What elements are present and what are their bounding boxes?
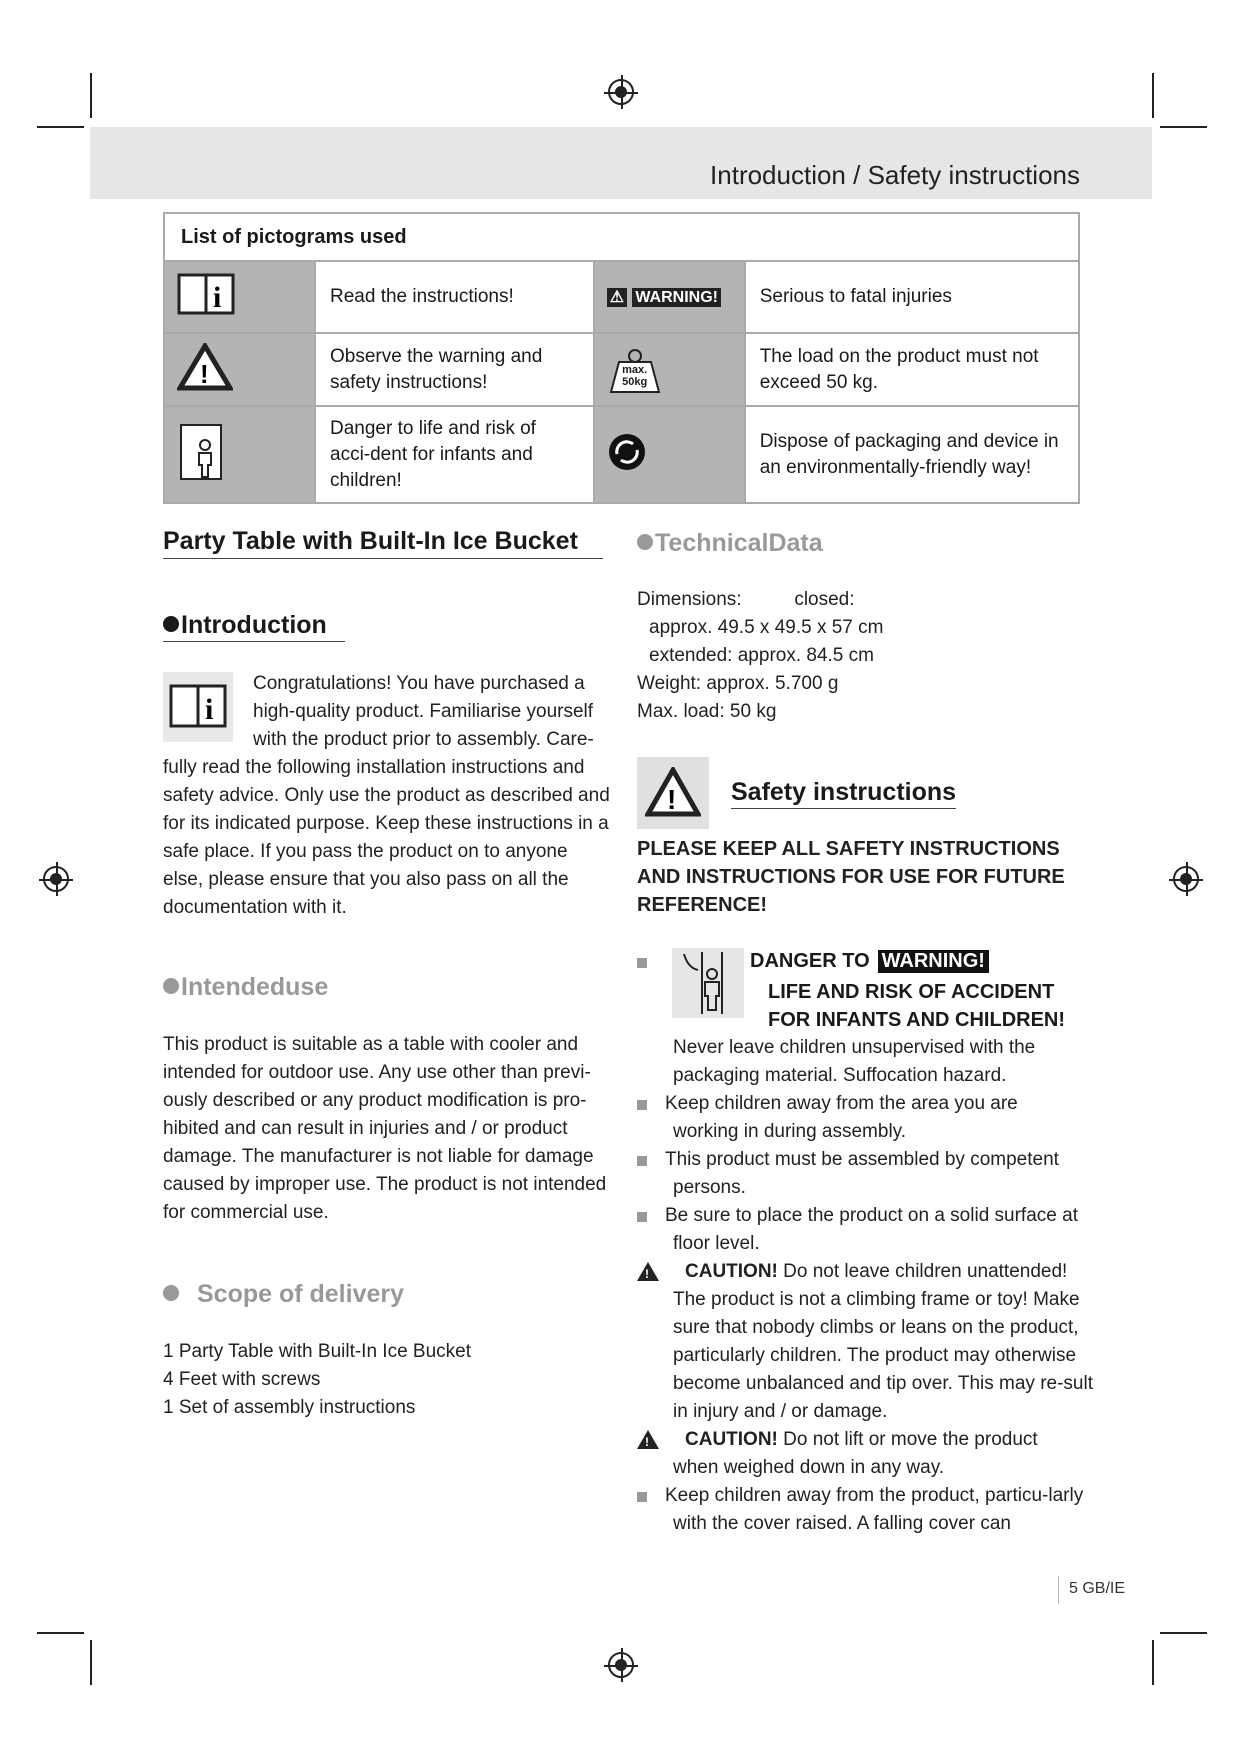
tech-line: extended: approx. 84.5 cm — [649, 645, 874, 666]
heading-text: Safety instructions — [731, 778, 956, 809]
crop-mark — [1152, 1640, 1154, 1685]
list-item: 4 Feet with screws — [163, 1369, 321, 1390]
bullet-icon — [637, 1212, 647, 1222]
danger-text-body: Never leave children unsupervised with the packaging material. Suffocation hazard. — [673, 1037, 1036, 1086]
caution-block — [673, 1258, 1103, 1426]
page-header — [90, 127, 1152, 199]
warning-triangle-icon — [164, 333, 315, 406]
pictogram-description: Dispose of packaging and device in an environmentally-friendly way! — [745, 406, 1079, 503]
pictogram-description: Serious to fatal injuries — [745, 261, 1079, 333]
tech-line: Dimensions: closed: — [637, 589, 855, 610]
safety-bullet: Keep children away from the product, particu-larly with the cover raised. A falling cover can — [665, 1485, 1084, 1534]
heading-text: Intendeduse — [181, 973, 329, 1001]
product-title — [163, 527, 603, 559]
safety-bullet: This product must be assembled by competent persons. — [665, 1149, 1059, 1198]
bullet-icon — [637, 958, 647, 968]
keep-instructions-notice: PLEASE KEEP ALL SAFETY INSTRUCTIONS AND INSTRUCTIONS FOR USE FOR FUTURE REFERENCE! — [637, 838, 1065, 916]
introduction-text-block — [163, 670, 610, 922]
introduction-heading — [163, 611, 345, 640]
svg-text:i: i — [205, 693, 214, 726]
crop-mark — [1160, 126, 1207, 128]
registration-mark-icon — [608, 79, 634, 105]
page-number: 5 GB/IE — [1069, 1580, 1126, 1597]
safety-bullet: Be sure to place the product on a solid surface at floor level. — [665, 1205, 1078, 1254]
heading-text: Introduction — [181, 611, 327, 639]
book-info-icon — [163, 672, 233, 742]
pictogram-table — [163, 212, 1080, 504]
list-item: 1 Set of assembly instructions — [163, 1397, 416, 1418]
caution-label: CAUTION! — [685, 1261, 778, 1282]
safety-bullet: Keep children away from the area you are working in during assembly. — [665, 1093, 1018, 1142]
registration-mark-icon — [608, 1652, 634, 1678]
registration-mark-icon — [1173, 866, 1199, 892]
crop-mark — [1152, 73, 1154, 118]
caution-text: Do not lift or move the product when weighed down in any way. — [673, 1429, 1038, 1478]
heading-text: Scope of delivery — [197, 1280, 405, 1308]
crop-mark — [1160, 1632, 1207, 1634]
caution-text: Do not leave children unattended! The product is not a climbing frame or toy! Make sure that nobody climbs or leans on the product, particularly children. The product may otherwise become unbalanced and tip over. This may re-sult in injury and / or damage. — [673, 1261, 1093, 1422]
page-title: Introduction / Safety instructions — [710, 160, 1080, 190]
bullet-dot-icon — [163, 1285, 179, 1301]
footer-divider — [1058, 1576, 1059, 1604]
technical-data-heading — [637, 529, 823, 558]
pictogram-description: Danger to life and risk of acci-dent for infants and children! — [315, 406, 594, 503]
caution-triangle-icon — [637, 1430, 659, 1452]
table-title: List of pictograms used — [164, 213, 1079, 261]
pictogram-description: The load on the product must not exceed 50 kg. — [745, 333, 1079, 406]
caution-label: CAUTION! — [685, 1429, 778, 1450]
pictogram-description: Read the instructions! — [315, 261, 594, 333]
safety-heading — [731, 778, 956, 807]
product-title-text: Party Table with Built-In Ice Bucket — [163, 527, 603, 559]
warning-label-icon: ⚠ WARNING! — [594, 261, 745, 333]
recycle-icon — [594, 406, 745, 503]
crop-mark — [90, 1640, 92, 1685]
svg-text:!: ! — [667, 784, 677, 815]
weight-label: max. 50kg — [622, 363, 648, 388]
book-info-icon — [164, 261, 315, 333]
tech-line: Max. load: 50 kg — [637, 701, 777, 722]
weight-icon — [594, 333, 745, 406]
danger-heading: LIFE AND RISK OF ACCIDENT FOR INFANTS AND CHILDREN! — [768, 981, 1066, 1031]
crop-mark — [37, 126, 84, 128]
warning-label-text: WARNING! — [878, 950, 989, 973]
child-danger-icon — [672, 948, 744, 1018]
bullet-dot-icon — [637, 534, 653, 550]
scope-heading — [163, 1280, 404, 1309]
svg-text:i: i — [213, 281, 222, 314]
child-danger-icon — [164, 406, 315, 503]
danger-label-row — [750, 950, 989, 973]
bullet-icon — [637, 1100, 647, 1110]
svg-text:!: ! — [200, 358, 209, 389]
bullet-dot-icon — [163, 978, 179, 994]
caution-block — [673, 1426, 1073, 1482]
tech-line: Weight: approx. 5.700 g — [637, 673, 839, 694]
introduction-text: Congratulations! You have purchased a high-quality product. Familiarise yourself with the product prior to assembly. Care-fully read the following installation instructions and safety advice. Only use the product as described and for its indicated purpose. Keep these instructions in a safe place. If you pass the product on to anyone else, please ensure that you also pass on all the documentation with it. — [163, 673, 610, 918]
caution-triangle-icon — [637, 1262, 659, 1284]
bullet-dot-icon — [163, 616, 179, 632]
bullet-icon — [637, 1492, 647, 1502]
intended-use-heading — [163, 973, 328, 1002]
bullet-icon — [637, 1156, 647, 1166]
warning-triangle-icon — [637, 757, 709, 829]
warning-label-text: WARNING! — [632, 288, 721, 307]
registration-mark-icon — [43, 866, 69, 892]
crop-mark — [90, 73, 92, 118]
pictogram-description: Observe the warning and safety instructions! — [315, 333, 594, 406]
technical-data — [637, 586, 883, 726]
tech-line: approx. 49.5 x 49.5 x 57 cm — [649, 617, 884, 638]
crop-mark — [37, 1632, 84, 1634]
scope-list — [163, 1338, 471, 1422]
heading-text: TechnicalData — [655, 529, 823, 557]
intended-use-text: This product is suitable as a table with cooler and intended for outdoor use. Any use other than previ-ously described or any product modification is pro-hibited and can result in injuries and / or product damage. The manufacturer is not liable for damage caused by improper use. The product is not intended for commercial use. — [163, 1034, 607, 1223]
danger-text: DANGER TO — [750, 950, 870, 972]
list-item: 1 Party Table with Built-In Ice Bucket — [163, 1341, 472, 1362]
